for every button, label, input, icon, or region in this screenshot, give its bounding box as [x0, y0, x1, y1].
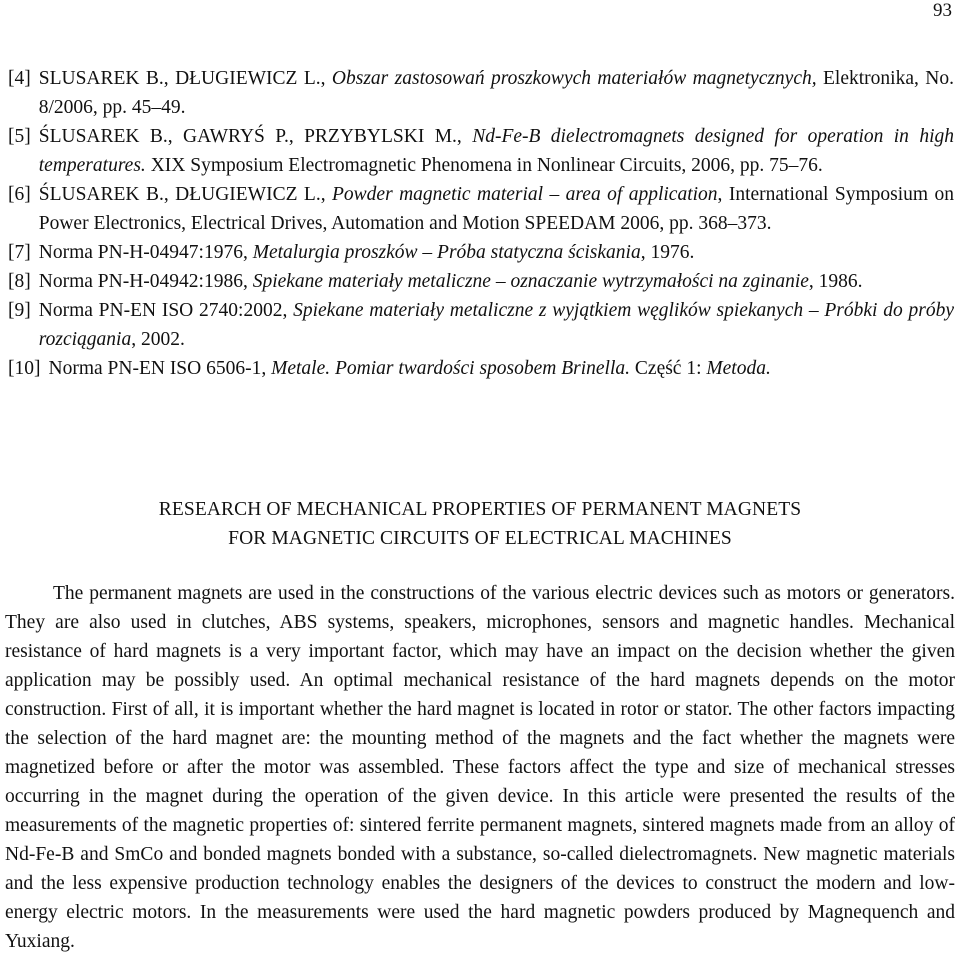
reference-authors: ŚLUSAREK B., GAWRYŚ P., PRZYBYLSKI M., [38, 126, 473, 147]
reference-text [39, 296, 954, 354]
reference-authors: Norma PN-H-04942:1986, [38, 271, 253, 292]
reference-source: , 2002. [131, 329, 185, 350]
reference-text [39, 122, 954, 180]
page-number: 93 [933, 0, 952, 21]
reference-label: [8] [8, 271, 31, 292]
article-title [0, 495, 960, 553]
reference-source: Elektronika, No. 8/2006, pp. 45–49. [38, 68, 954, 118]
reference-label: [10] [8, 358, 41, 379]
reference-label: [7] [8, 242, 31, 263]
reference-title: Spiekane materiały metaliczne – oznaczanie wytrzymałości na zginanie [252, 271, 809, 292]
reference-label: [4] [8, 68, 31, 89]
reference-item [8, 64, 954, 122]
reference-authors: Norma PN-H-04947:1976, [38, 242, 253, 263]
reference-source: , 1976. [640, 242, 695, 263]
reference-title: Obszar zastosowań proszkowych materiałów magnetycznych, [331, 68, 817, 89]
reference-source: , International Symposium on Power Electronics, Electrical Drives, Automation and Motion SPEEDAM 2006, pp. 368–373. [38, 184, 955, 234]
reference-label: [6] [8, 184, 31, 205]
reference-text [39, 180, 954, 238]
reference-source: XIX Symposium Electromagnetic Phenomena in Nonlinear Circuits, 2006, pp. 75–76. [145, 155, 823, 176]
reference-authors: SLUSAREK B., DŁUGIEWICZ L., [38, 68, 332, 89]
reference-label: [9] [8, 300, 31, 321]
reference-authors: Norma PN-EN ISO 2740:2002, [38, 300, 294, 321]
reference-item [8, 267, 954, 296]
reference-text [39, 267, 954, 296]
reference-title-part: Metoda. [706, 358, 771, 379]
reference-title: Metalurgia proszków – Próba statyczna ściskania [252, 242, 641, 263]
reference-text [39, 64, 954, 122]
reference-authors: Norma PN-EN ISO 6506-1, [48, 358, 272, 379]
article-title-line-2: FOR MAGNETIC CIRCUITS OF ELECTRICAL MACHINES [228, 528, 732, 549]
reference-text [49, 354, 955, 383]
reference-item [8, 238, 954, 267]
abstract-paragraph: The permanent magnets are used in the constructions of the various electric devices such as motors or generators. They are also used in clutches, ABS systems, speakers, microphones, sensors and magnetic handles. Mechanical resistance of hard magnets is a very important factor, which may have an impact on the decision whether the given application may be possibly used. An optimal mechanical resistance of the hard magnets depends on the motor construction. First of all, it is important whether the hard magnet is located in rotor or stator. The other factors impacting the selection of the hard magnet are: the mounting method of the magnets and the fact whether the magnets were magnetized before or after the motor was assembled. These factors affect the type and size of mechanical stresses occurring in the magnet during the operation of the given device. In this article were presented the results of the measurements of the magnetic properties of: sintered ferrite permanent magnets, sintered magnets made from an alloy of Nd-Fe-B and SmCo and bonded magnets bonded with a substance, so-called dielectromagnets. New magnetic materials and the less expensive production technology enables the designers of the devices to construct the modern and low-energy electric motors. In the measurements were used the hard magnetic powders produced by Magnequench and Yuxiang. [5, 583, 955, 952]
reference-text [39, 238, 954, 267]
reference-authors: ŚLUSAREK B., DŁUGIEWICZ L., [38, 184, 333, 205]
reference-title: Metale. Pomiar twardości sposobem Brinella. [271, 358, 631, 379]
reference-source: , 1986. [808, 271, 863, 292]
reference-item [8, 354, 954, 383]
reference-item [8, 180, 954, 238]
reference-item [8, 296, 954, 354]
reference-list [8, 64, 954, 383]
reference-label: [5] [8, 126, 31, 147]
reference-title: Nd-Fe-B dielectromagnets designed for operation in high temperatures. [38, 126, 954, 176]
reference-title: Powder magnetic material – area of application [332, 184, 718, 205]
reference-source: Część 1: [630, 358, 707, 379]
reference-title: Spiekane materiały metaliczne z wyjątkiem węglików spiekanych – Próbki do próby rozciągania [38, 300, 954, 350]
article-title-line-1: RESEARCH OF MECHANICAL PROPERTIES OF PERMANENT MAGNETS [158, 499, 802, 520]
reference-item [8, 122, 954, 180]
